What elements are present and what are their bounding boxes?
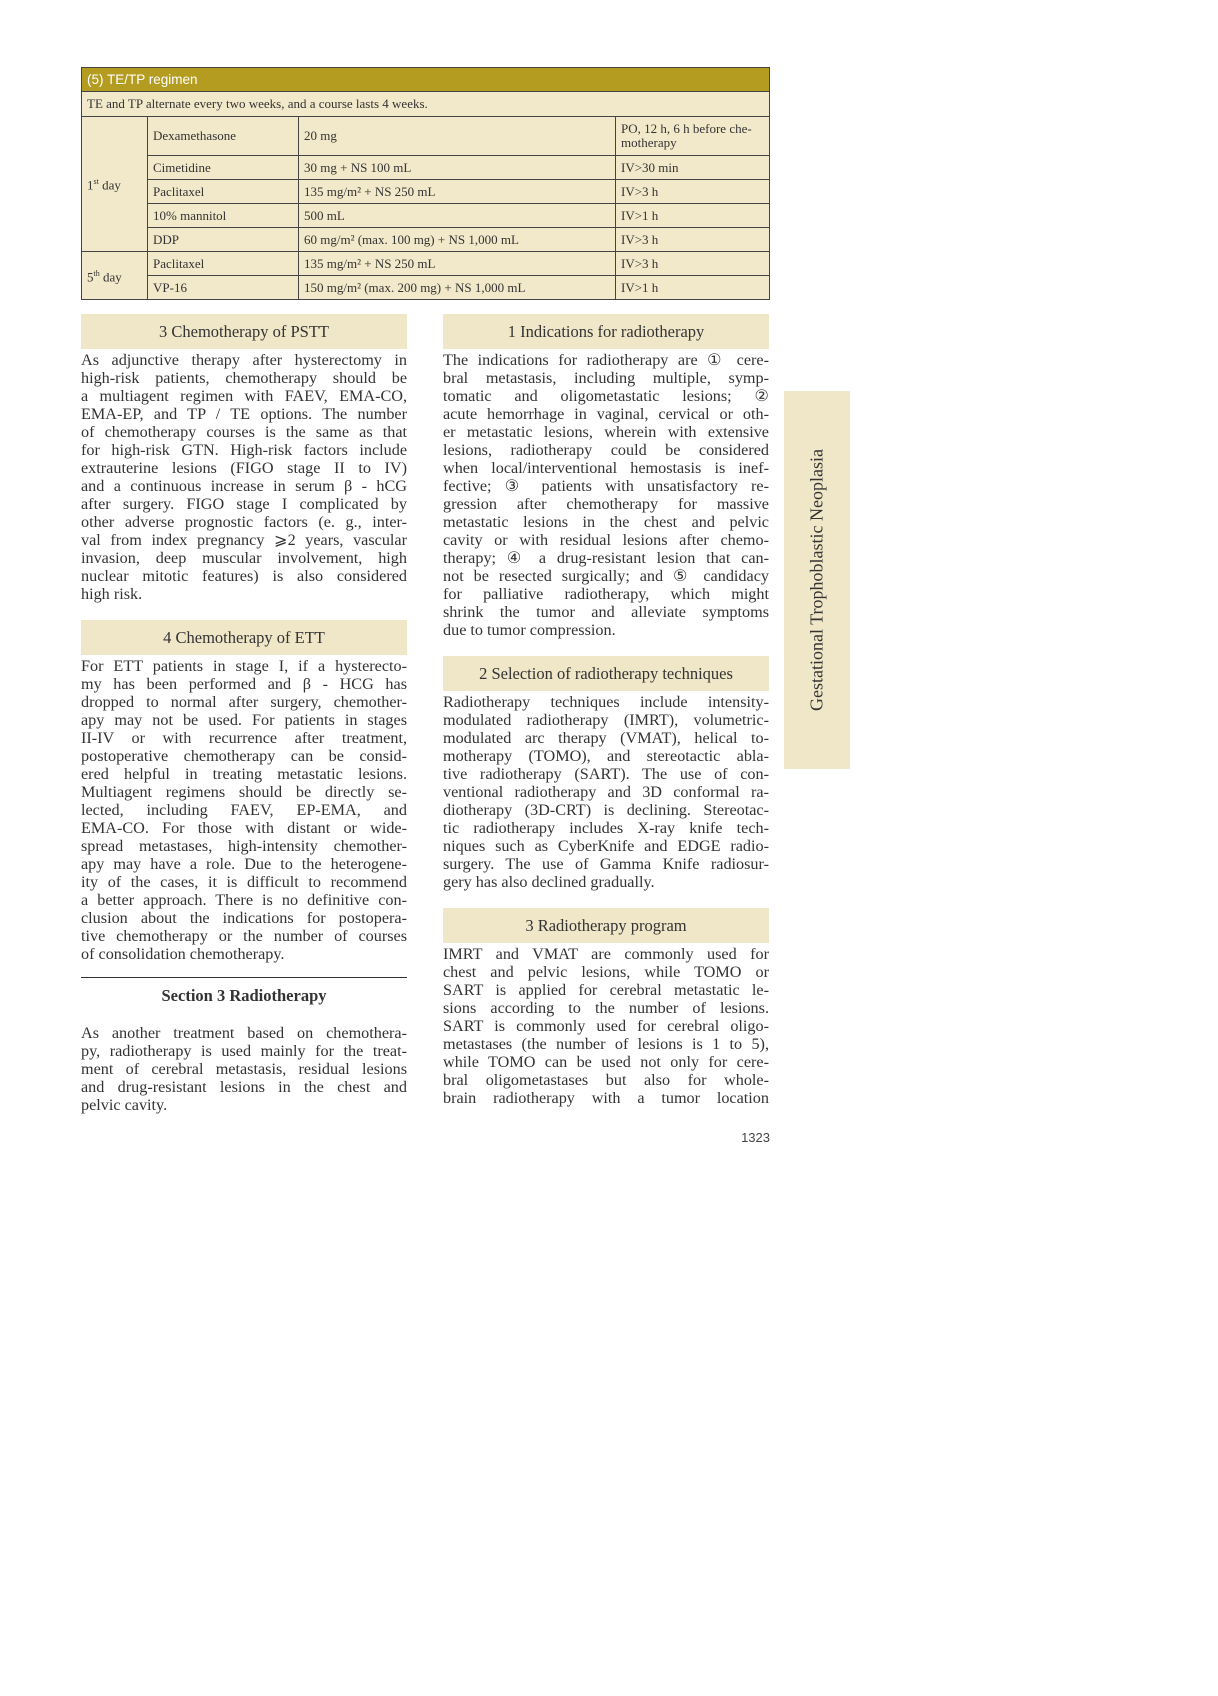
text-line: acute hemorrhage in vaginal, cervical or oth- [443,405,769,423]
heading-program: 3 Radiotherapy program [443,908,769,943]
text-line: For ETT patients in stage I, if a hysterecto- [81,657,407,675]
text-line: modulated arc therapy (VMAT), helical to- [443,729,769,747]
dose-cell: 20 mg [299,117,616,156]
regimen-table [81,67,770,300]
text-line: other adverse prognostic factors (e. g., inter- [81,513,407,531]
page-number: 1323 [741,1130,770,1145]
text-line: chest and pelvic lesions, while TOMO or [443,963,769,981]
text-line: Multiagent regimens should be directly se- [81,783,407,801]
drug-cell: Paclitaxel [148,252,299,276]
text-line: val from index pregnancy ⩾2 years, vascular [81,531,407,549]
text-line: a better approach. There is no definitive con- [81,891,407,909]
text-line: py, radiotherapy is used mainly for the treat- [81,1042,407,1060]
chapter-title: Gestational Trophoblastic Neoplasia [806,449,827,711]
text-line: EMA-EP, and TP / TE options. The number [81,405,407,423]
text-line: brain radiotherapy with a tumor location [443,1089,769,1107]
drug-cell: DDP [148,228,299,252]
text-line: of consolidation chemotherapy. [81,945,285,963]
text-line: for high-risk GTN. High-risk factors include [81,441,407,459]
right-column [443,314,769,1107]
text-line: ventional radiotherapy and 3D conformal ra- [443,783,769,801]
text-line: niques such as CyberKnife and EDGE radio- [443,837,769,855]
left-column [81,314,407,1114]
text-line: tic radiotherapy includes X-ray knife tech- [443,819,769,837]
text-line: invasion, deep muscular involvement, high [81,549,407,567]
text-line: apy may have a role. Due to the heterogene- [81,855,407,873]
heading-indications: 1 Indications for radiotherapy [443,314,769,349]
dose-cell: 30 mg + NS 100 mL [299,156,616,180]
text-line: not be resected surgically; and ⑤ candidacy [443,567,769,585]
route-cell: IV>3 h [616,228,770,252]
paragraph-indications [443,351,769,639]
day-1-cell: 1st day [82,117,148,252]
text-line: II-IV or with recurrence after treatment, [81,729,407,747]
drug-cell: Cimetidine [148,156,299,180]
text-line: apy may not be used. For patients in stages [81,711,407,729]
text-line: diotherapy (3D-CRT) is declining. Stereotac- [443,801,769,819]
text-line: postoperative chemotherapy can be consid- [81,747,407,765]
text-line: after surgery. FIGO stage I complicated by [81,495,407,513]
text-line: As another treatment based on chemothera- [81,1024,407,1042]
text-line: As adjunctive therapy after hysterectomy in [81,351,407,369]
text-line: and a continuous increase in serum β - hCG [81,477,407,495]
route-cell: IV>3 h [616,252,770,276]
text-line: tomatic and oligometastatic lesions; ② [443,387,769,405]
text-line: ered helpful in treating metastatic lesions. [81,765,407,783]
text-line: er metastatic lesions, wherein with extensive [443,423,769,441]
text-line: my has been performed and β - HCG has [81,675,407,693]
paragraph-section-3 [81,1024,407,1114]
text-line: high risk. [81,585,143,603]
table-row [82,276,770,300]
text-line: gery has also declined gradually. [443,873,655,891]
table-row [82,156,770,180]
route-cell: IV>3 h [616,180,770,204]
table-row [82,228,770,252]
text-line: SART is commonly used for cerebral oligo- [443,1017,769,1035]
paragraph-program [443,945,769,1107]
day-5-cell: 5th day [82,252,148,300]
table-note: TE and TP alternate every two weeks, and a course lasts 4 weeks. [82,92,770,117]
route-cell: IV>30 min [616,156,770,180]
text-line: modulated radiotherapy (IMRT), volumetric- [443,711,769,729]
text-line: pelvic cavity. [81,1096,168,1114]
text-line: ity of the cases, it is difficult to recommend [81,873,407,891]
dose-cell: 150 mg/m² (max. 200 mg) + NS 1,000 mL [299,276,616,300]
text-line: while TOMO can be used not only for cere- [443,1053,769,1071]
text-line: nuclear mitotic features) is also considered [81,567,407,585]
text-line: for palliative radiotherapy, which might [443,585,769,603]
text-line: bral metastasis, including multiple, symp- [443,369,769,387]
text-line: when local/interventional hemostasis is inef- [443,459,769,477]
chapter-sidebar-tab [784,391,850,769]
text-line: The indications for radiotherapy are ① cere- [443,351,769,369]
text-line: shrink the tumor and alleviate symptoms [443,603,769,621]
text-line: IMRT and VMAT are commonly used for [443,945,769,963]
dose-cell: 135 mg/m² + NS 250 mL [299,180,616,204]
heading-ett: 4 Chemotherapy of ETT [81,620,407,655]
drug-cell: VP-16 [148,276,299,300]
table-row [82,204,770,228]
text-line: extrauterine lesions (FIGO stage II to IV) [81,459,407,477]
text-line: cavity or with residual lesions after chemo- [443,531,769,549]
text-line: EMA-CO. For those with distant or wide- [81,819,407,837]
text-line: metastases (the number of lesions is 1 to 5), [443,1035,769,1053]
text-line: and drug-resistant lesions in the chest and [81,1078,407,1096]
text-line: sions according to the number of lesions. [443,999,769,1017]
table-row [82,117,770,156]
text-line: tive radiotherapy (SART). The use of con- [443,765,769,783]
route-cell: IV>1 h [616,276,770,300]
text-line: due to tumor compression. [443,621,616,639]
text-line: ment of cerebral metastasis, residual lesions [81,1060,407,1078]
text-line: tive chemotherapy or the number of courses [81,927,407,945]
section-3-heading: Section 3 Radiotherapy [81,977,407,1018]
text-line: clusion about the indications for postopera- [81,909,407,927]
drug-cell: 10% mannitol [148,204,299,228]
text-line: metastatic lesions in the chest and pelvic [443,513,769,531]
text-line: of chemotherapy courses is the same as that [81,423,407,441]
paragraph-techniques [443,693,769,891]
text-line: fective; ③ patients with unsatisfactory re- [443,477,769,495]
text-line: a multiagent regimen with FAEV, EMA-CO, [81,387,407,405]
dose-cell: 500 mL [299,204,616,228]
paragraph-pstt [81,351,407,603]
dose-cell: 60 mg/m² (max. 100 mg) + NS 1,000 mL [299,228,616,252]
table-row [82,180,770,204]
route-cell: IV>1 h [616,204,770,228]
table-row [82,252,770,276]
text-line: SART is applied for cerebral metastatic le- [443,981,769,999]
text-line: gression after chemotherapy for massive [443,495,769,513]
text-line: Radiotherapy techniques include intensity- [443,693,769,711]
drug-cell: Paclitaxel [148,180,299,204]
heading-techniques: 2 Selection of radiotherapy techniques [443,656,769,691]
table-title: (5) TE/TP regimen [82,68,770,92]
text-line: therapy; ④ a drug-resistant lesion that can- [443,549,769,567]
text-line: surgery. The use of Gamma Knife radiosur- [443,855,769,873]
text-line: lected, including FAEV, EP-EMA, and [81,801,407,819]
route-cell: PO, 12 h, 6 h before che-motherapy [616,117,770,156]
heading-pstt: 3 Chemotherapy of PSTT [81,314,407,349]
text-line: bral oligometastases but also for whole- [443,1071,769,1089]
text-line: spread metastases, high-intensity chemother- [81,837,407,855]
drug-cell: Dexamethasone [148,117,299,156]
text-line: lesions, radiotherapy could be considered [443,441,769,459]
text-line: motherapy (TOMO), and stereotactic abla- [443,747,769,765]
dose-cell: 135 mg/m² + NS 250 mL [299,252,616,276]
text-line: dropped to normal after surgery, chemother- [81,693,407,711]
text-line: high-risk patients, chemotherapy should be [81,369,407,387]
paragraph-ett [81,657,407,963]
